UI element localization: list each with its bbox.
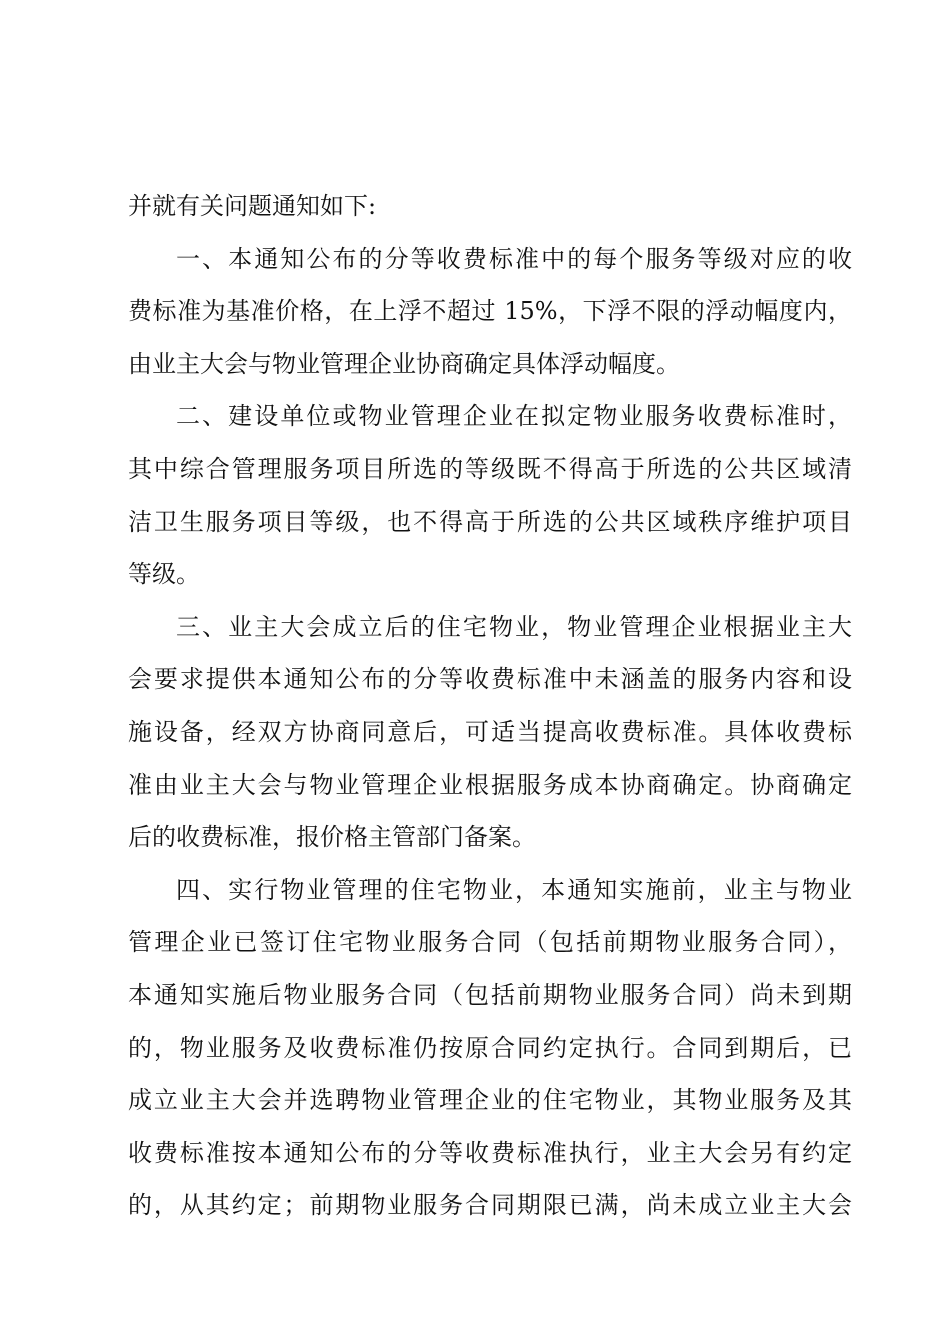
clause-two-line: 二、建设单位或物业管理企业在拟定物业服务收费标准时， — [176, 402, 852, 431]
clause-three-line: 会要求提供本通知公布的分等收费标准中未涵盖的服务内容和设 — [128, 665, 852, 694]
clause-four-line: 本通知实施后物业服务合同（包括前期物业服务合同）尚未到期 — [128, 980, 852, 1009]
clause-two-line: 等级。 — [128, 560, 200, 589]
document-body — [128, 180, 852, 1232]
clause-three-line: 三、业主大会成立后的住宅物业，物业管理企业根据业主大 — [176, 612, 852, 641]
clause-four-line: 收费标准按本通知公布的分等收费标准执行，业主大会另有约定 — [128, 1138, 852, 1167]
clause-four-line: 的，物业服务及收费标准仍按原合同约定执行。合同到期后，已 — [128, 1033, 852, 1062]
clause-four-line: 的，从其约定；前期物业服务合同期限已满，尚未成立业主大会 — [128, 1191, 852, 1220]
clause-four-line: 管理企业已签订住宅物业服务合同（包括前期物业服务合同）， — [128, 928, 852, 957]
clause-two-line: 洁卫生服务项目等级，也不得高于所选的公共区域秩序维护项目 — [128, 507, 852, 536]
clause-four-line: 四、实行物业管理的住宅物业，本通知实施前，业主与物业 — [176, 875, 852, 904]
clause-two-line: 其中综合管理服务项目所选的等级既不得高于所选的公共区域清 — [128, 454, 852, 483]
clause-one-line: 费标准为基准价格，在上浮不超过 15%，下浮不限的浮动幅度内， — [128, 297, 852, 326]
clause-three-line: 准由业主大会与物业管理企业根据服务成本协商确定。协商确定 — [128, 770, 852, 799]
clause-four-line: 成立业主大会并选聘物业管理企业的住宅物业，其物业服务及其 — [128, 1086, 852, 1115]
clause-one-line: 一、本通知公布的分等收费标准中的每个服务等级对应的收 — [176, 244, 852, 273]
clause-three-line: 后的收费标准，报价格主管部门备案。 — [128, 823, 536, 852]
clause-three-line: 施设备，经双方协商同意后，可适当提高收费标准。具体收费标 — [128, 717, 852, 746]
clause-one-line: 由业主大会与物业管理企业协商确定具体浮动幅度。 — [128, 349, 680, 378]
intro-line: 并就有关问题通知如下: — [128, 192, 377, 220]
